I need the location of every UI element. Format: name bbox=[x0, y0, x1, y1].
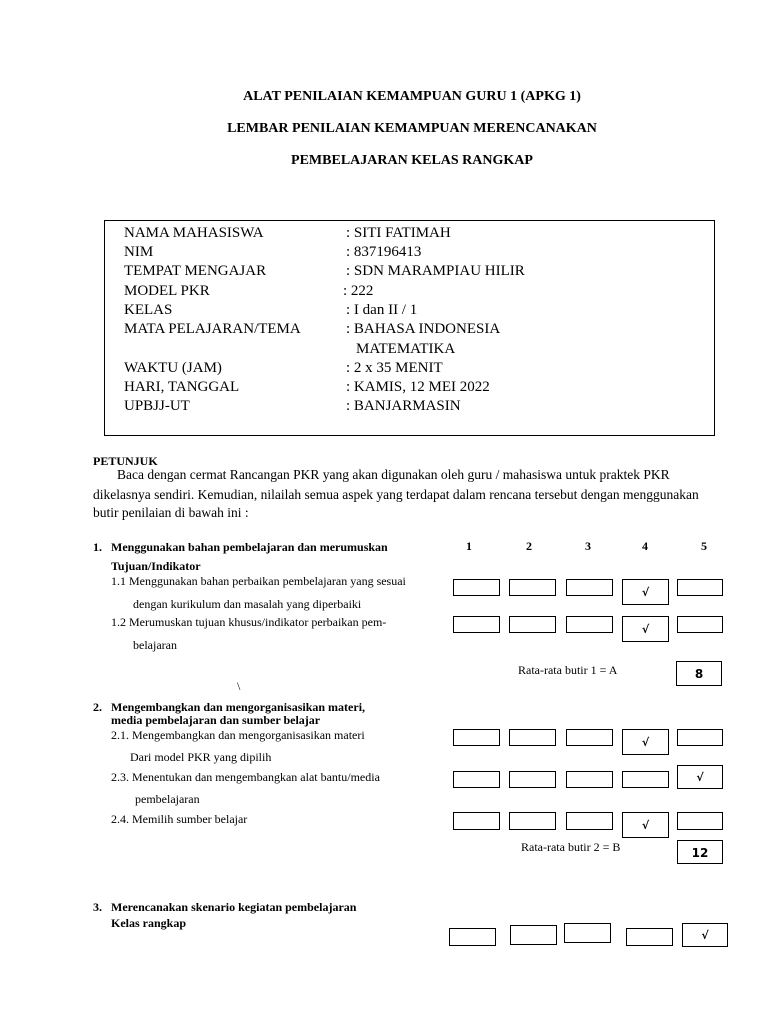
identity-value-model: : 222 bbox=[343, 283, 374, 299]
item-2-1-score-5[interactable] bbox=[677, 729, 723, 746]
item-3-score-3[interactable] bbox=[564, 923, 611, 943]
item-2-3-text-2: pembelajaran bbox=[135, 792, 200, 806]
item-1-1-score-3[interactable] bbox=[566, 579, 613, 596]
item-3-score-2[interactable] bbox=[510, 925, 557, 945]
scale-header-2: 2 bbox=[526, 539, 532, 553]
scale-header-5: 5 bbox=[701, 539, 707, 553]
item-1-1-score-5[interactable] bbox=[677, 579, 723, 596]
item-2-1-text: 2.1. Mengembangkan dan mengorganisasikan materi bbox=[111, 728, 365, 742]
item-2-1-score-2[interactable] bbox=[509, 729, 556, 746]
item-2-4-score-4[interactable]: √ bbox=[622, 812, 669, 838]
item-2-1-text-2: Dari model PKR yang dipilih bbox=[130, 750, 272, 764]
item-2-4-score-1[interactable] bbox=[453, 812, 500, 830]
item-1-1-score-4[interactable]: √ bbox=[622, 579, 669, 605]
identity-label-name: NAMA MAHASISWA bbox=[124, 225, 264, 241]
section-2-title: Mengembangkan dan mengorganisasikan materi, bbox=[111, 700, 366, 714]
section-2-average-label: Rata-rata butir 2 = B bbox=[521, 840, 621, 854]
identity-value-time: : 2 x 35 MENIT bbox=[346, 360, 443, 376]
section-1-title-2: Tujuan/Indikator bbox=[111, 559, 201, 573]
instructions-line-3: butir penilaian di bawah ini : bbox=[93, 505, 249, 520]
section-2-number: 2. bbox=[93, 700, 102, 714]
item-2-1-score-1[interactable] bbox=[453, 729, 500, 746]
instructions-line-2: dikelasnya sendiri. Kemudian, nilailah semua aspek yang terdapat dalam rencana tersebut dengan menggunakan bbox=[93, 487, 699, 502]
item-1-1-text: 1.1 Menggunakan bahan perbaikan pembelajaran yang sesuai bbox=[111, 574, 406, 588]
identity-label-model: MODEL PKR bbox=[124, 283, 210, 299]
item-2-4-score-5[interactable] bbox=[677, 812, 723, 830]
section-1-title: Menggunakan bahan pembelajaran dan merumuskan bbox=[111, 540, 388, 554]
item-1-2-score-3[interactable] bbox=[566, 616, 613, 633]
item-2-3-text: 2.3. Menentukan dan mengembangkan alat bantu/media bbox=[111, 770, 380, 784]
identity-label-subject: MATA PELAJARAN/TEMA bbox=[124, 321, 301, 337]
identity-value-name: : SITI FATIMAH bbox=[346, 225, 451, 241]
identity-label-class: KELAS bbox=[124, 302, 173, 318]
identity-value-subject: : BAHASA INDONESIA bbox=[346, 321, 501, 337]
identity-label-time: WAKTU (JAM) bbox=[124, 360, 222, 376]
identity-label-date: HARI, TANGGAL bbox=[124, 379, 240, 395]
identity-value-class: : I dan II / 1 bbox=[346, 302, 418, 318]
scale-header-4: 4 bbox=[642, 539, 648, 553]
identity-label-location: TEMPAT MENGAJAR bbox=[124, 263, 267, 279]
section-1-average-value[interactable]: 8 bbox=[676, 661, 722, 686]
item-2-3-score-1[interactable] bbox=[453, 771, 500, 788]
identity-box bbox=[104, 220, 715, 436]
instructions-heading: PETUNJUK bbox=[93, 454, 158, 468]
identity-value-subject-2: MATEMATIKA bbox=[356, 341, 456, 357]
document-title: ALAT PENILAIAN KEMAMPUAN GURU 1 (APKG 1) bbox=[243, 89, 581, 104]
item-1-2-text: 1.2 Merumuskan tujuan khusus/indikator perbaikan pem- bbox=[111, 615, 387, 629]
identity-value-upbjj: : BANJARMASIN bbox=[346, 398, 461, 414]
item-1-2-text-2: belajaran bbox=[133, 638, 177, 652]
item-1-1-score-1[interactable] bbox=[453, 579, 500, 596]
item-2-3-score-2[interactable] bbox=[509, 771, 556, 788]
item-2-4-score-2[interactable] bbox=[509, 812, 556, 830]
identity-label-upbjj: UPBJJ-UT bbox=[124, 398, 190, 414]
item-2-4-score-3[interactable] bbox=[566, 812, 613, 830]
section-2-title-2: media pembelajaran dan sumber belajar bbox=[111, 713, 321, 727]
item-2-4-text: 2.4. Memilih sumber belajar bbox=[111, 812, 248, 826]
section-3-title-2: Kelas rangkap bbox=[111, 916, 187, 930]
identity-value-nim: : 837196413 bbox=[346, 244, 422, 260]
item-1-2-score-5[interactable] bbox=[677, 616, 723, 633]
item-1-1-score-2[interactable] bbox=[509, 579, 556, 596]
scale-header-1: 1 bbox=[466, 539, 472, 553]
item-2-1-score-3[interactable] bbox=[566, 729, 613, 746]
item-2-3-score-5[interactable]: √ bbox=[677, 765, 723, 789]
identity-value-date: : KAMIS, 12 MEI 2022 bbox=[346, 379, 490, 395]
item-2-1-score-4[interactable]: √ bbox=[622, 729, 669, 755]
section-1-average-label: Rata-rata butir 1 = A bbox=[518, 663, 618, 677]
item-1-2-score-1[interactable] bbox=[453, 616, 500, 633]
identity-label-nim: NIM bbox=[124, 244, 154, 260]
item-2-3-score-3[interactable] bbox=[566, 771, 613, 788]
scale-header-3: 3 bbox=[585, 539, 591, 553]
item-3-score-4[interactable] bbox=[626, 928, 673, 946]
instructions-line-1: Baca dengan cermat Rancangan PKR yang akan digunakan oleh guru / mahasiswa untuk praktek PKR bbox=[117, 467, 670, 482]
section-2-average-value[interactable]: 12 bbox=[677, 840, 723, 864]
identity-value-location: : SDN MARAMPIAU HILIR bbox=[346, 263, 525, 279]
item-3-score-1[interactable] bbox=[449, 928, 496, 946]
item-1-1-text-2: dengan kurikulum dan masalah yang diperbaiki bbox=[133, 597, 362, 611]
item-1-2-score-2[interactable] bbox=[509, 616, 556, 633]
section-3-title: Merencanakan skenario kegiatan pembelajaran bbox=[111, 900, 357, 914]
document-subtitle-1: LEMBAR PENILAIAN KEMAMPUAN MERENCANAKAN bbox=[227, 121, 597, 136]
item-3-score-5[interactable]: √ bbox=[682, 923, 728, 947]
section-1-number: 1. bbox=[93, 540, 102, 554]
section-3-number: 3. bbox=[93, 900, 102, 914]
document-subtitle-2: PEMBELAJARAN KELAS RANGKAP bbox=[291, 153, 533, 168]
item-2-3-score-4[interactable] bbox=[622, 771, 669, 788]
stray-mark: \ bbox=[237, 679, 241, 693]
item-1-2-score-4[interactable]: √ bbox=[622, 616, 669, 642]
